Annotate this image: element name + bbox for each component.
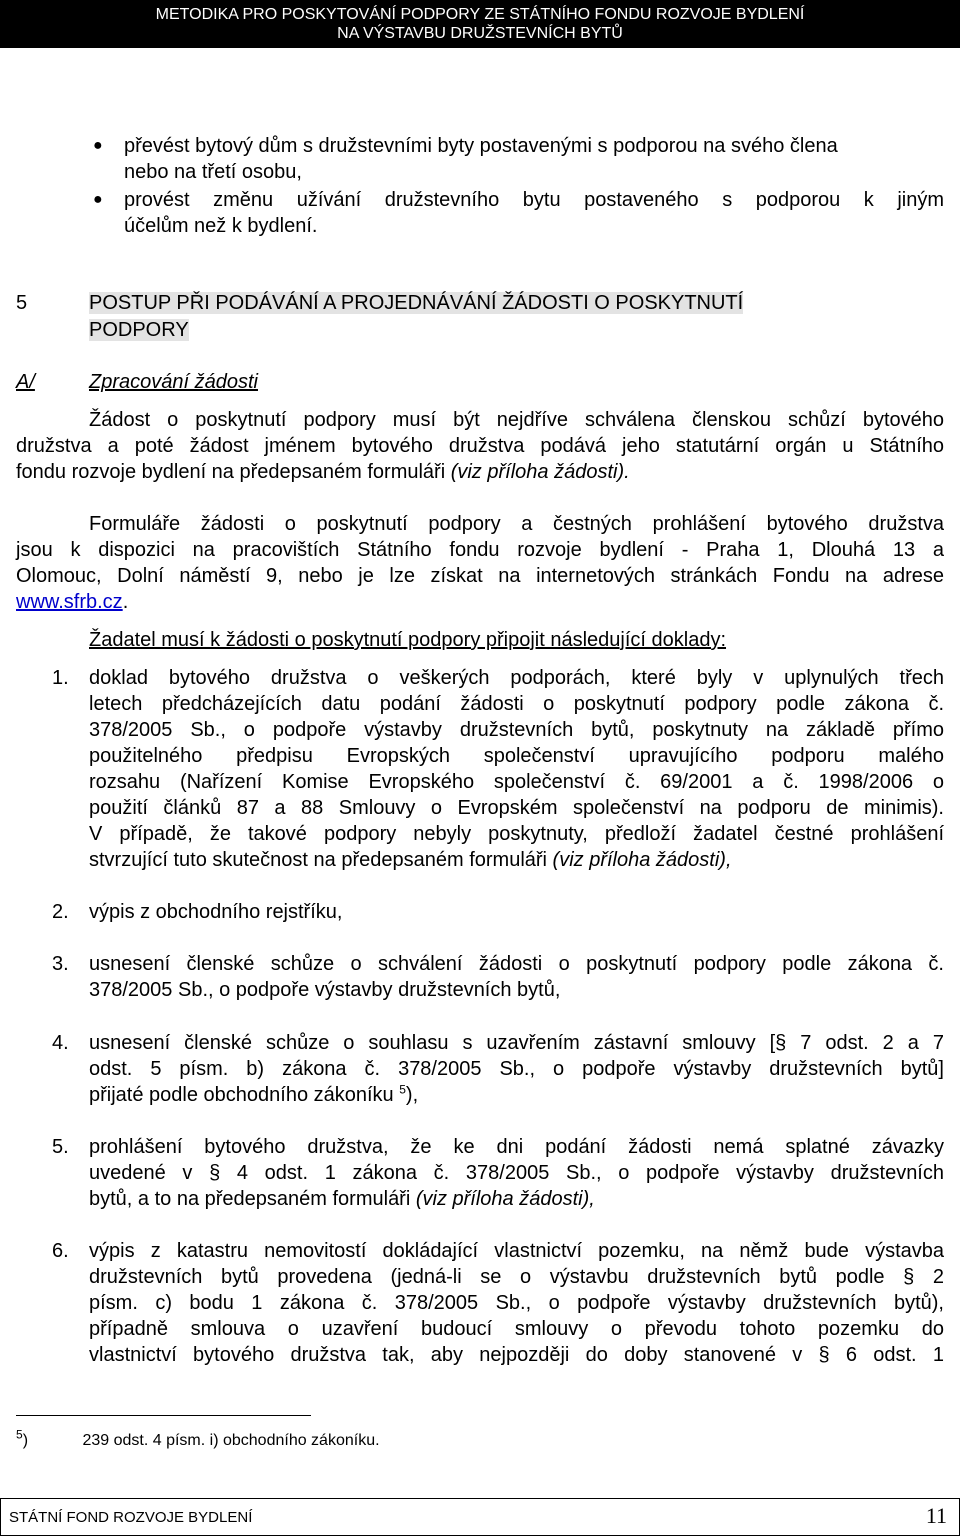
item-6-number: 6.	[52, 1240, 69, 1262]
item-6-line-5: vlastnictví bytového družstva tak, aby nejpozději do doby stanovené v § 6 odst. 1	[89, 1344, 944, 1366]
bullet-item-2	[124, 187, 944, 239]
item-5-line-3-italic: (viz příloha žádosti),	[415, 1188, 595, 1210]
item-3	[89, 951, 944, 1003]
header-line-2: NA VÝSTAVBU DRUŽSTEVNÍCH BYTŮ	[337, 25, 623, 42]
item-1-line-1: doklad bytového družstva o veškerých podporách, které byly v uplynulých třech	[89, 667, 944, 689]
document-header	[0, 0, 960, 48]
item-5-line-2: uvedené v § 4 odst. 1 zákona č. 378/2005 Sb., o podpoře výstavby družstevních	[89, 1162, 944, 1184]
item-4-line-1: usnesení členské schůze o souhlasu s uzavřením zástavní smlouvy [§ 7 odst. 2 a 7	[89, 1032, 944, 1054]
item-5	[89, 1134, 944, 1212]
section-title-line-1: POSTUP PŘI PODÁVÁNÍ A PROJEDNÁVÁNÍ ŽÁDOSTI O POSKYTNUTÍ	[89, 292, 744, 314]
paragraph-2-link-period: .	[122, 591, 129, 613]
paragraph-1-line-3-italic: (viz příloha žádosti).	[450, 461, 630, 483]
item-6-line-2: družstevních bytů provedena (jedná-li se o výstavbu družstevních bytů podle § 2	[89, 1266, 944, 1288]
bullet-2-line-1: provést změnu užívání družstevního bytu postaveného s podporou k jiným	[124, 189, 944, 211]
sfrb-website-link[interactable]: www.sfrb.cz	[16, 591, 123, 613]
paragraph-2-line-4	[16, 589, 944, 615]
item-1-line-4: použitelného předpisu Evropských společenství upravujícího podporu malého	[89, 745, 944, 767]
item-6-line-1: výpis z katastru nemovitostí dokládající vlastnictví pozemku, na němž bude výstavba	[89, 1240, 944, 1262]
paragraph-2-line-3: Olomouc, Dolní náměstí 9, nebo je lze získat na internetových stránkách Fondu na adrese	[16, 565, 944, 587]
item-5-line-3-text: bytů, a to na předepsaném formuláři	[89, 1188, 416, 1210]
item-1-line-5: rozsahu (Nařízení Komise Evropského společenství č. 69/2001 a č. 1998/2006 o	[89, 771, 944, 793]
item-1-line-7: V případě, že takové podpory nebyly poskytnuty, předloží žadatel čestné prohlášení	[89, 823, 944, 845]
page-number: 11	[925, 1503, 947, 1528]
item-1-line-2: letech předcházejících datu podání žádosti o poskytnutí podpory podle zákona č.	[89, 693, 944, 715]
paragraph-2	[16, 511, 944, 615]
item-4-line-3-text: přijaté podle obchodního zákoníku	[89, 1084, 394, 1106]
section-number: 5	[16, 292, 28, 314]
header-line-1: METODIKA PRO POSKYTOVÁNÍ PODPORY ZE STÁTNÍHO FONDU ROZVOJE BYDLENÍ	[155, 6, 805, 23]
requirements-heading: Žadatel musí k žádosti o poskytnutí podpory připojit následující doklady:	[89, 629, 727, 651]
footer-organization: STÁTNÍ FOND ROZVOJE BYDLENÍ	[9, 1509, 253, 1526]
footnote	[16, 1427, 380, 1452]
item-1-line-6: použití článků 87 a 88 Smlouvy o Evropském společenství na podporu de minimis).	[89, 797, 944, 819]
paragraph-1-line-3-text: fondu rozvoje bydlení na předepsaném formuláři	[16, 461, 451, 483]
item-1-line-8	[89, 847, 944, 873]
paragraph-2-line-1: Formuláře žádosti o poskytnutí podpory a čestných prohlášení bytového družstva	[89, 513, 944, 535]
item-4-line-3	[89, 1082, 944, 1108]
bullet-item-1	[124, 133, 944, 185]
paragraph-1-line-3	[16, 459, 944, 485]
paragraph-1	[16, 407, 944, 485]
item-6-line-4: případně smlouva o uzavření budoucí smlouvy o převodu tohoto pozemku do	[89, 1318, 944, 1340]
bullet-1-line-1: převést bytový dům s družstevními byty postavenými s podporou na svého člena	[124, 135, 838, 157]
item-6-line-3: písm. c) bodu 1 zákona č. 378/2005 Sb., o podpoře výstavby družstevních bytů),	[89, 1292, 944, 1314]
item-4-number: 4.	[52, 1032, 69, 1054]
item-2-line-1: výpis z obchodního rejstříku,	[89, 901, 343, 923]
item-1-line-8-text: stvrzující tuto skutečnost na předepsaném formuláři	[89, 849, 553, 871]
item-1-line-3: 378/2005 Sb., o podpoře výstavby družstevních bytů, poskytnuty na základě přímo	[89, 719, 944, 741]
item-1-line-8-italic: (viz příloha žádosti),	[552, 849, 732, 871]
subsection-title: Zpracování žádosti	[89, 371, 258, 393]
section-heading	[89, 290, 743, 344]
paragraph-2-line-2: jsou k dispozici na pracovištích Státního fondu rozvoje bydlení - Praha 1, Dlouhá 13 a	[16, 539, 944, 561]
item-5-line-1: prohlášení bytového družstva, že ke dni podání žádosti nemá splatné závazky	[89, 1136, 944, 1158]
bullet-icon: ●	[93, 137, 103, 154]
section-title-line-2: PODPORY	[89, 319, 189, 341]
subsection-letter: A/	[16, 371, 35, 393]
bullet-2-line-2: účelům než k bydlení.	[124, 215, 318, 237]
footnote-mark-close: )	[22, 1432, 29, 1449]
bullet-1-line-2: nebo na třetí osobu,	[124, 161, 302, 183]
item-4	[89, 1030, 944, 1108]
footnote-mark: 5	[16, 1427, 23, 1442]
item-4-line-2: odst. 5 písm. b) zákona č. 378/2005 Sb., o podpoře výstavby družstevních bytů]	[89, 1058, 944, 1080]
bullet-icon: ●	[93, 191, 103, 208]
footnote-reference: 5	[399, 1082, 406, 1097]
item-4-line-3-end: ),	[405, 1084, 419, 1106]
item-6	[89, 1238, 944, 1368]
item-3-number: 3.	[52, 953, 69, 975]
item-2	[89, 899, 944, 925]
footnote-separator	[16, 1415, 311, 1416]
item-1-number: 1.	[52, 667, 69, 689]
paragraph-1-line-1: Žádost o poskytnutí podpory musí být nejdříve schválena členskou schůzí bytového	[89, 409, 944, 431]
item-5-line-3	[89, 1186, 944, 1212]
item-2-number: 2.	[52, 901, 69, 923]
item-3-line-1: usnesení členské schůze o schválení žádosti o poskytnutí podpory podle zákona č.	[89, 953, 944, 975]
page-footer	[0, 1498, 960, 1536]
item-3-line-2: 378/2005 Sb., o podpoře výstavby družstevních bytů,	[89, 979, 561, 1001]
item-1	[89, 665, 944, 873]
footnote-text: 239 odst. 4 písm. i) obchodního zákoníku.	[82, 1432, 380, 1449]
paragraph-1-line-2: družstva a poté žádost jménem bytového družstva podává jeho statutární orgán u Státního	[16, 435, 944, 457]
item-5-number: 5.	[52, 1136, 69, 1158]
